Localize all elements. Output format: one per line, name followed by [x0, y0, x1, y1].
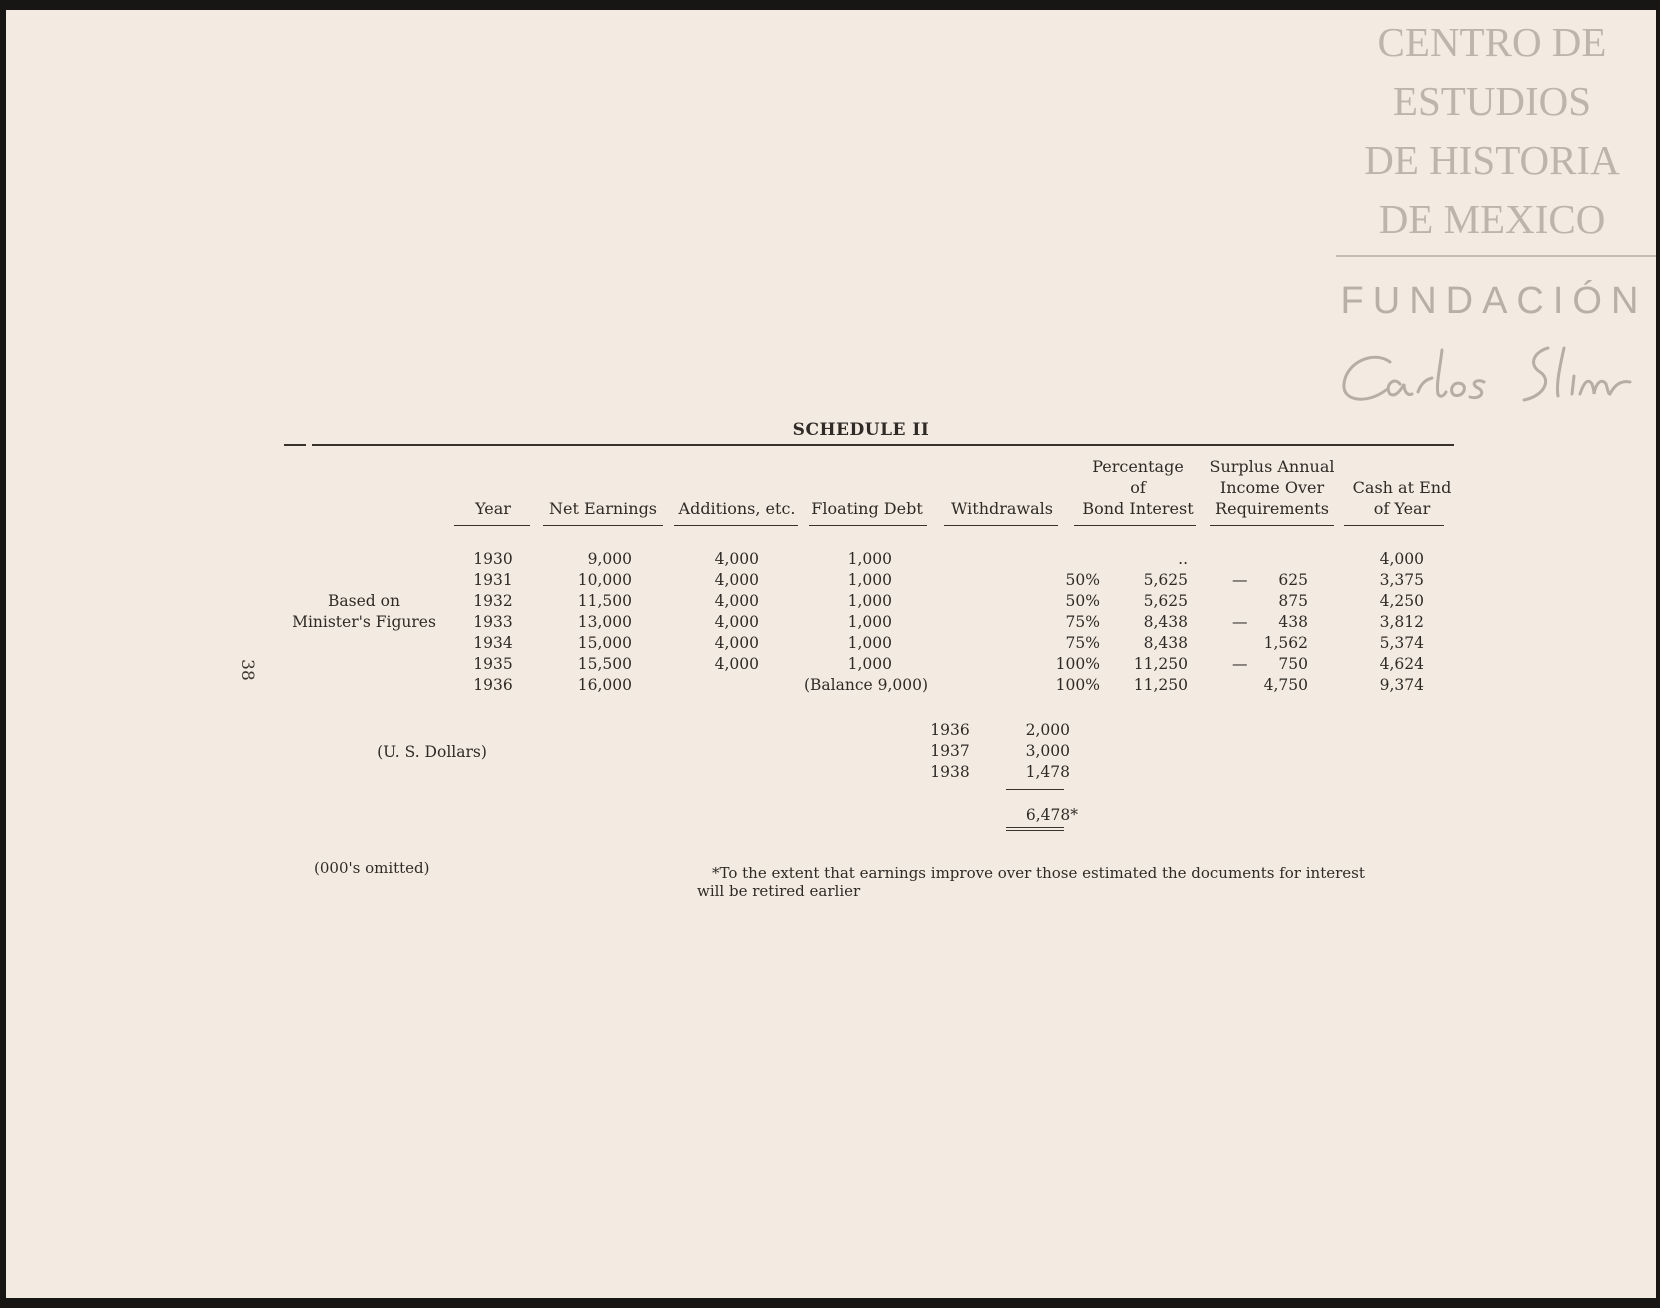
omitted-note: (000's omitted)	[314, 859, 430, 877]
cell-bond-interest: 8,438	[1143, 613, 1188, 631]
cell-additions: 4,000	[714, 571, 759, 589]
header-underline	[1344, 525, 1444, 526]
cell-additions: 4,000	[714, 592, 759, 610]
top-rule	[312, 444, 1454, 446]
footnote: will be retired earlier	[697, 882, 861, 900]
cell-bond-interest: 5,625	[1143, 592, 1188, 610]
cell-floating-debt: 1,000	[847, 550, 892, 568]
header-underline	[944, 525, 1058, 526]
cell-cash: 9,374	[1379, 676, 1424, 694]
cell-additions: 4,000	[714, 550, 759, 568]
watermark-divider	[1336, 255, 1656, 257]
top-rule-stub	[284, 444, 306, 446]
cell-net-earnings: 9,000	[587, 550, 632, 568]
total-double-rule	[1006, 827, 1064, 828]
header-surplus: Requirements	[1215, 499, 1329, 518]
document-page	[6, 10, 1656, 1298]
cell-year: 1934	[473, 634, 513, 652]
cell-year: 1936	[473, 676, 513, 694]
cell-bond-interest: ..	[1178, 550, 1188, 568]
header-net-earnings: Net Earnings	[548, 499, 658, 518]
header-percentage: Percentage	[1092, 457, 1184, 476]
cell-year: 1935	[473, 655, 513, 673]
cell-floating-debt: 1,000	[847, 634, 892, 652]
cell-year: 1930	[473, 550, 513, 568]
header-underline	[809, 525, 927, 526]
withdrawals-total: 6,478*	[1025, 806, 1078, 824]
side-label: Minister's Figures	[292, 613, 436, 631]
header-floating-debt: Floating Debt	[811, 499, 923, 518]
cell-pct: 50%	[1065, 592, 1100, 610]
cell-bond-interest: 5,625	[1143, 571, 1188, 589]
cell-bond-interest: 11,250	[1133, 655, 1188, 673]
cell-floating-debt: 1,000	[847, 655, 892, 673]
cell-surplus: 1,562	[1263, 634, 1308, 652]
cell-net-earnings: 15,500	[577, 655, 632, 673]
watermark	[1328, 10, 1656, 420]
cell-pct: 100%	[1055, 676, 1100, 694]
cell-cash: 4,250	[1379, 592, 1424, 610]
watermark-foundation: FUNDACIÓN	[1340, 280, 1648, 322]
header-underline	[674, 525, 798, 526]
cell-surplus-sign: —	[1232, 613, 1248, 631]
cell-year: 1931	[473, 571, 513, 589]
cell-net-earnings: 15,000	[577, 634, 632, 652]
header-surplus: Income Over	[1219, 478, 1325, 497]
cell-net-earnings: 16,000	[577, 676, 632, 694]
cell-additions: 4,000	[714, 613, 759, 631]
total-double-rule	[1006, 830, 1064, 831]
usd-label: (U. S. Dollars)	[377, 743, 487, 761]
withdrawal-amount: 3,000	[1025, 742, 1070, 760]
cell-surplus: 4,750	[1263, 676, 1308, 694]
cell-net-earnings: 10,000	[577, 571, 632, 589]
withdrawal-year: 1937	[930, 742, 970, 760]
header-percentage: of	[1130, 478, 1146, 497]
cell-additions: 4,000	[714, 655, 759, 673]
header-year: Year	[475, 499, 511, 518]
footnote: *To the extent that earnings improve over those estimated the documents for interest	[712, 864, 1365, 882]
header-underline	[543, 525, 663, 526]
page-number: 38	[236, 659, 257, 681]
cell-cash: 4,624	[1379, 655, 1424, 673]
cell-floating-debt: 1,000	[847, 571, 892, 589]
cell-cash: 4,000	[1379, 550, 1424, 568]
cell-bond-interest: 11,250	[1133, 676, 1188, 694]
header-additions: Additions, etc.	[678, 499, 796, 518]
total-rule	[1006, 789, 1064, 790]
watermark-line: ESTUDIOS	[1392, 78, 1592, 124]
cell-surplus-sign: —	[1232, 571, 1248, 589]
header-underline	[454, 525, 530, 526]
header-cash: Cash at End	[1352, 478, 1452, 497]
cell-floating-debt: 1,000	[847, 613, 892, 631]
cell-bond-interest: 8,438	[1143, 634, 1188, 652]
cell-year: 1932	[473, 592, 513, 610]
header-surplus: Surplus Annual	[1209, 457, 1335, 476]
side-label: Based on	[328, 592, 400, 610]
header-withdrawals: Withdrawals	[950, 499, 1053, 518]
cell-surplus-sign: —	[1232, 655, 1248, 673]
watermark-line: DE HISTORIA	[1364, 137, 1620, 183]
watermark-line: DE MEXICO	[1378, 196, 1606, 242]
signature-logo	[1338, 340, 1638, 410]
cell-year: 1933	[473, 613, 513, 631]
cell-floating-debt-balance: (Balance 9,000)	[803, 676, 929, 694]
cell-surplus: 875	[1278, 592, 1308, 610]
header-underline	[1210, 525, 1334, 526]
watermark-line: CENTRO DE	[1377, 19, 1607, 65]
cell-net-earnings: 13,000	[577, 613, 632, 631]
cell-pct: 75%	[1065, 634, 1100, 652]
cell-surplus: 438	[1278, 613, 1308, 631]
withdrawal-year: 1936	[930, 721, 970, 739]
header-underline	[1074, 525, 1196, 526]
schedule-title: SCHEDULE II	[792, 420, 930, 440]
withdrawal-year: 1938	[930, 763, 970, 781]
cell-surplus: 750	[1278, 655, 1308, 673]
withdrawal-amount: 2,000	[1025, 721, 1070, 739]
cell-net-earnings: 11,500	[577, 592, 632, 610]
cell-floating-debt: 1,000	[847, 592, 892, 610]
cell-additions: 4,000	[714, 634, 759, 652]
header-cash: of Year	[1373, 499, 1431, 518]
cell-pct: 100%	[1055, 655, 1100, 673]
cell-cash: 5,374	[1379, 634, 1424, 652]
cell-pct: 50%	[1065, 571, 1100, 589]
header-percentage: Bond Interest	[1082, 499, 1194, 518]
cell-surplus: 625	[1278, 571, 1308, 589]
withdrawal-amount: 1,478	[1025, 763, 1070, 781]
cell-cash: 3,812	[1379, 613, 1424, 631]
cell-cash: 3,375	[1379, 571, 1424, 589]
cell-pct: 75%	[1065, 613, 1100, 631]
